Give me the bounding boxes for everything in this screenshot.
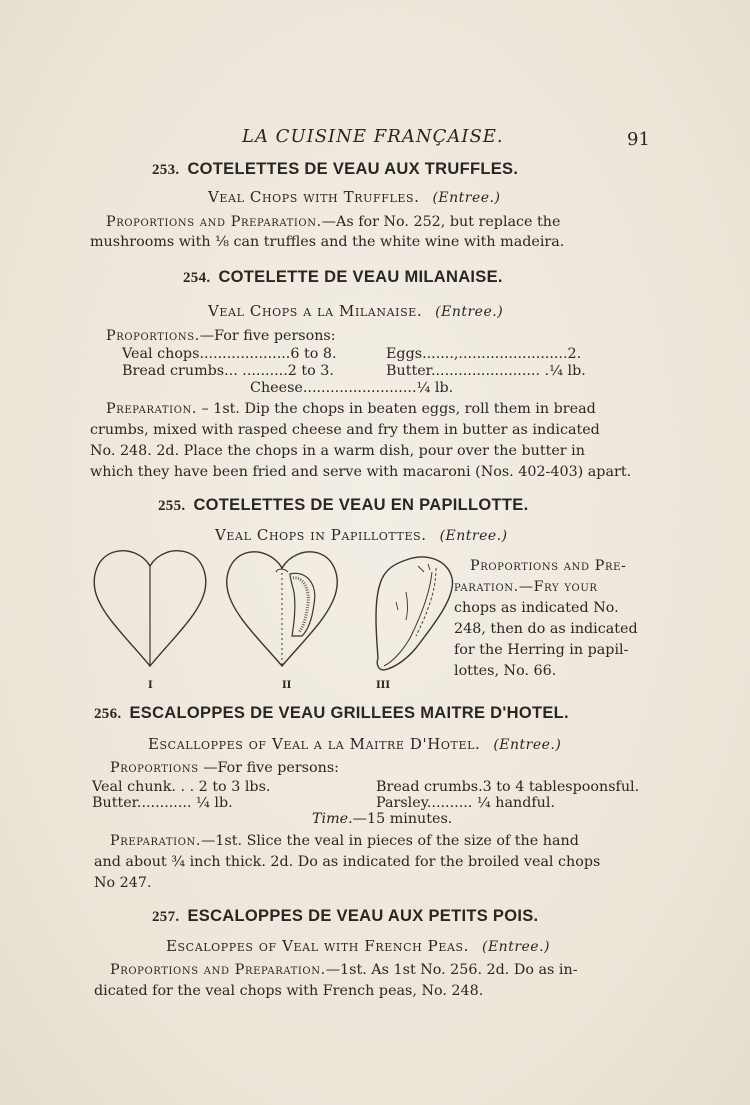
recipe-257-subtitle [166,937,550,955]
recipe-254-proportions [106,326,336,347]
paragraph-label: Proportions and Pre- [470,558,627,574]
ingredient-row: Butter............ ¼ lb. [92,795,233,811]
subtitle-note: (Entree.) [432,190,501,206]
recipe-255-line-3: chops as indicated No. [454,600,619,616]
ingredient-row [122,363,334,379]
page-number: 91 [627,129,650,150]
ingredient-row [386,363,586,379]
recipe-255-line-5: for the Herring in papil- [454,642,629,658]
running-title: LA CUISINE FRANÇAISE. [242,126,504,147]
ingredient-row [386,346,581,362]
subtitle-note: (Entree.) [435,304,504,320]
recipe-255-line-6: lottes, No. 66. [454,663,557,679]
time-value: —15 minutes. [352,811,453,827]
papillote-figure-1 [88,544,212,672]
recipe-255-line-2 [454,577,598,598]
subtitle-note: (Entree.) [439,528,508,544]
recipe-255-line-4: 248, then do as indicated [454,621,638,637]
recipe-255-heading [158,496,529,515]
recipe-253-heading [152,160,518,179]
leader-dots: .......,........................ [422,346,568,362]
papillote-figure-3 [366,552,460,678]
recipe-254-prep-2: crumbs, mixed with rasped cheese and fry them in butter as indicated [90,422,600,438]
recipe-number: 256. [94,706,122,722]
recipe-256-heading [94,704,569,723]
recipe-number: 255. [158,498,186,514]
paragraph-text: —1st. As 1st No. 256. 2d. Do as in- [325,962,578,978]
subtitle-text: Escalloppes of Veal a la Maitre D'Hotel. [148,735,481,753]
recipe-254-prep-3: No. 248. 2d. Place the chops in a warm dish, pour over the butter in [90,443,585,459]
ingredient-name: Butter [386,363,431,379]
recipe-number: 257. [152,909,180,925]
paragraph-label: Preparation. [110,833,201,849]
paragraph-text: —For five persons: [199,328,336,344]
subtitle-note: (Entree.) [482,939,550,955]
subtitle-text: Veal Chops in Papillottes. [215,526,427,544]
figure-caption-2: II [282,680,292,691]
leader-dots: .................... [199,346,291,362]
subtitle-text: Veal Chops a la Milanaise. [208,302,423,320]
recipe-title: ESCALOPPES DE VEAU AUX PETITS POIS. [187,907,539,925]
paragraph-label: Proportions. [106,328,200,344]
paragraph-label: Proportions and Preparation. [110,962,326,978]
papillote-figure-2 [222,544,342,672]
recipe-title: COTELETTE DE VEAU MILANAISE. [218,268,503,286]
figure-caption-1: I [148,680,153,691]
paragraph-text: —For five persons: [198,760,339,776]
recipe-title: ESCALOPPES DE VEAU GRILLEES MAITRE D'HOTEL. [129,704,569,722]
recipe-254-subtitle [208,302,503,320]
ingredient-qty: 2 to 3. [287,363,334,379]
recipe-number: 253. [152,162,180,178]
recipe-256-proportions [110,758,339,779]
recipe-254-heading [183,268,503,287]
ingredient-name: Cheese [250,380,303,396]
ingredient-name: Bread crumbs [122,363,225,379]
leader-dots: ........................ . [430,363,550,379]
recipe-254-prep-4: which they have been fried and serve with macaroni (Nos. 402-403) apart. [90,464,632,480]
subtitle-note: (Entree.) [493,737,562,753]
recipe-257-line-1 [110,960,578,981]
recipe-256-prep-3: No 247. [94,875,152,891]
paragraph-label: Proportions and Preparation. [106,214,322,230]
recipe-254-prep-1 [106,399,596,420]
recipe-title: COTELETTES DE VEAU EN PAPILLOTTE. [193,496,529,514]
leader-dots: ... .......... [224,363,288,379]
ingredient-qty: 6 to 8. [290,346,337,362]
leader-dots: ......................... [302,380,417,396]
ingredient-row: Bread crumbs.3 to 4 tablespoonsful. [376,779,640,795]
recipe-257-line-2: dicated for the veal chops with French peas, No. 248. [94,983,484,999]
ingredient-row: Parsley.......... ¼ handful. [376,795,555,811]
recipe-number: 254. [183,270,211,286]
time-label: Time. [312,811,353,827]
paragraph-text: paration.—Fry your [454,579,598,595]
cooking-time [312,811,452,827]
ingredient-qty: 2. [567,346,582,362]
recipe-256-prep-1 [110,831,579,852]
recipe-255-line-1 [470,556,626,577]
paragraph-text: —As for No. 252, but replace the [321,214,561,230]
recipe-253-line-1 [106,212,560,233]
ingredient-row [122,346,337,362]
paragraph-text: – 1st. Dip the chops in beaten eggs, roll them in bread [197,401,596,417]
ingredient-qty: ¼ lb. [549,363,586,379]
recipe-255-subtitle [215,526,508,544]
figure-caption-3: III [376,680,391,691]
ingredient-name: Eggs [386,346,423,362]
ingredient-name: Veal chops [122,346,200,362]
recipe-253-subtitle [208,188,500,206]
paragraph-label: Proportions [110,760,199,776]
subtitle-text: Escaloppes of Veal with French Peas. [166,937,470,955]
recipe-253-line-2: mushrooms with ⅛ can truffles and the white wine with madeira. [90,234,565,250]
paragraph-text: —1st. Slice the veal in pieces of the size of the hand [201,833,579,849]
recipe-256-prep-2: and about ¾ inch thick. 2d. Do as indicated for the broiled veal chops [94,854,601,870]
paragraph-label: Preparation. [106,401,197,417]
ingredient-qty: ¼ lb. [416,380,454,396]
recipe-title: COTELETTES DE VEAU AUX TRUFFLES. [187,160,519,178]
recipe-257-heading [152,907,538,926]
recipe-256-subtitle [148,735,561,753]
ingredient-row [250,380,453,396]
ingredient-row: Veal chunk. . . 2 to 3 lbs. [92,779,271,795]
subtitle-text: Veal Chops with Truffles. [208,188,420,206]
